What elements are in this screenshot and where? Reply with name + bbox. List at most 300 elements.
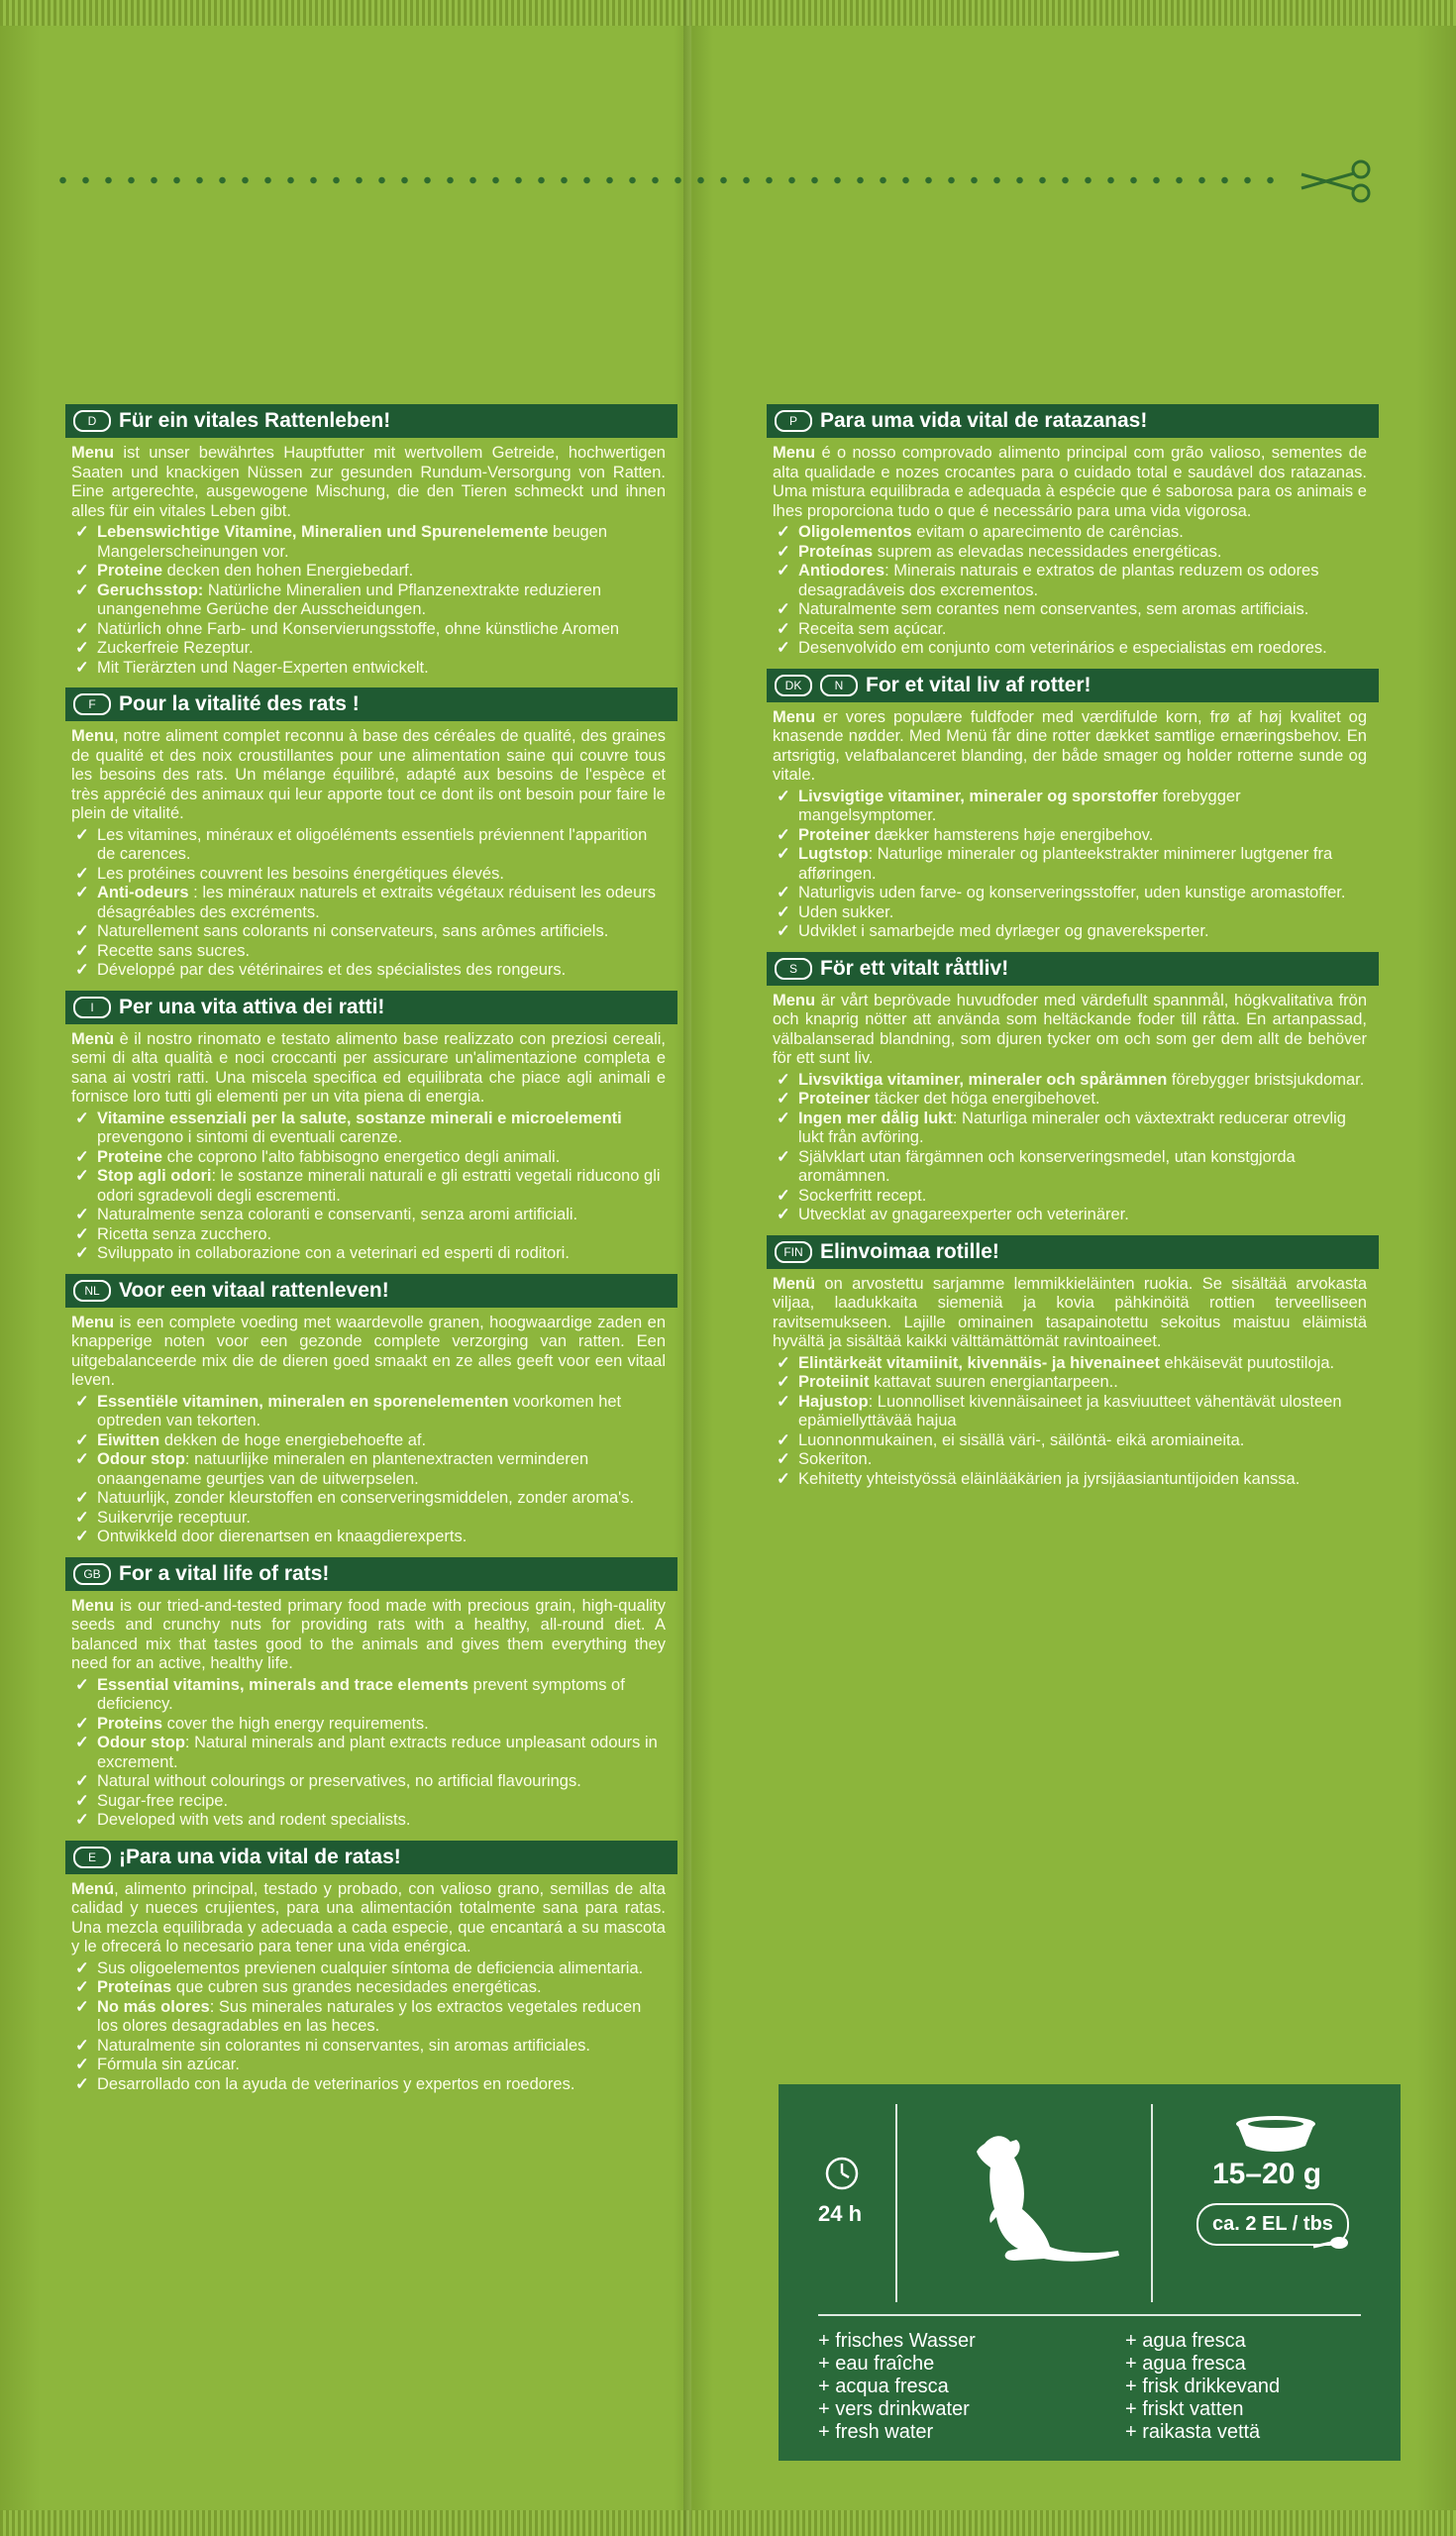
intro-text: är vårt beprövade huvudfoder med värdefullt spannmål, högkvalitativa frön och knaprig nötter att använda som heltäckande foder till råtta. En artanpassad, välbalanserad blandning, som djuren tycker om och som ger dem allt de behöver för ett sunt liv. xyxy=(773,991,1367,1067)
benefit-item xyxy=(71,1110,666,1148)
spoon-icon xyxy=(1313,2233,1349,2253)
check-icon: ✓ xyxy=(777,1206,790,1223)
section-header xyxy=(65,1841,677,1874)
benefit-item xyxy=(71,826,666,865)
check-icon: ✓ xyxy=(75,658,89,677)
benefit-item xyxy=(71,1978,666,1998)
benefit-text: Ontwikkeld door dierenartsen en knaagdierexperts. xyxy=(97,1528,468,1545)
benefit-highlight: Ingen mer dålig lukt xyxy=(798,1109,953,1127)
check-icon: ✓ xyxy=(777,1147,790,1166)
check-icon: ✓ xyxy=(75,2056,89,2073)
section-title: Elinvoimaa rotille! xyxy=(820,1239,999,1263)
benefit-item xyxy=(71,562,666,581)
water-item: + frisches Wasser xyxy=(818,2330,976,2352)
check-icon: ✓ xyxy=(777,1469,790,1488)
brand-name: Menu xyxy=(773,444,816,462)
check-icon: ✓ xyxy=(777,1392,790,1411)
brand-name: Menu xyxy=(71,1313,115,1331)
section-header xyxy=(767,952,1379,986)
benefit-item xyxy=(773,1354,1367,1374)
benefit-item xyxy=(71,2075,666,2095)
section-intro xyxy=(71,1314,666,1391)
benefit-highlight: Hajustop xyxy=(798,1392,869,1411)
benefit-item xyxy=(773,845,1367,884)
check-icon: ✓ xyxy=(75,1528,89,1545)
benefit-text: förebygger bristsjukdomar. xyxy=(1167,1070,1365,1089)
benefit-text: Les vitamines, minéraux et oligoéléments essentiels préviennent l'apparition de carences. xyxy=(97,825,648,863)
check-icon: ✓ xyxy=(75,1206,89,1223)
language-section xyxy=(71,991,666,1264)
benefit-text: Desarrollado con la ayuda de veterinarios y expertos en roedores. xyxy=(97,2074,575,2093)
water-item: + acqua fresca xyxy=(818,2376,949,2397)
check-icon: ✓ xyxy=(75,1224,89,1243)
brand-name: Menu xyxy=(71,727,115,745)
section-intro xyxy=(71,1880,666,1957)
check-icon: ✓ xyxy=(75,1958,89,1977)
section-intro xyxy=(773,444,1367,521)
benefit-item xyxy=(71,942,666,962)
benefit-text: Developed with vets and rodent specialists. xyxy=(97,1811,411,1829)
benefit-highlight: Antiodores xyxy=(798,562,885,580)
check-icon: ✓ xyxy=(777,639,790,657)
benefit-item xyxy=(71,2056,666,2075)
benefit-highlight: Oligolementos xyxy=(798,523,912,541)
brand-name: Menu xyxy=(71,444,115,462)
check-icon: ✓ xyxy=(75,1811,89,1829)
section-header xyxy=(65,991,677,1024)
benefit-highlight: Livsvigtige vitaminer, mineraler og sporstoffer xyxy=(798,787,1159,805)
section-title: Pour la vitalité des rats ! xyxy=(119,692,360,715)
benefit-text: che coprono l'alto fabbisogno energetico degli animali. xyxy=(162,1147,561,1166)
check-icon: ✓ xyxy=(777,1090,790,1108)
benefit-text: Naturligvis uden farve- og konserveringsstoffer, uden kunstige aromastoffer. xyxy=(798,884,1346,901)
check-icon: ✓ xyxy=(777,902,790,921)
benefit-text: Zuckerfreie Rezeptur. xyxy=(97,639,254,657)
benefit-item xyxy=(773,1110,1367,1148)
brand-name: Menu xyxy=(773,991,816,1009)
intro-text: is een complete voeding met waardevolle granen, hoogwaardige zaden en knapperige noten voor een gezonde complete verzorging van ratten. Een uitgebalanceerde mix die de dieren goed smaakt en ze alles geeft voor een vitaal leven. xyxy=(71,1313,666,1389)
benefit-text: : Sus minerales naturales y los extractos vegetales reducen los olores desagradables en las heces. xyxy=(97,1997,642,2035)
country-code-badge: NL xyxy=(73,1280,111,1302)
section-intro xyxy=(773,708,1367,786)
benefit-item xyxy=(71,1811,666,1831)
check-icon: ✓ xyxy=(75,1450,89,1468)
benefit-text: Natürlich ohne Farb- und Konservierungsstoffe, ohne künstliche Aromen xyxy=(97,619,620,638)
benefit-item xyxy=(71,1528,666,1547)
benefit-highlight: Proteine xyxy=(97,1147,163,1166)
check-icon: ✓ xyxy=(75,1508,89,1527)
check-icon: ✓ xyxy=(777,922,790,940)
check-icon: ✓ xyxy=(75,1147,89,1166)
benefit-item xyxy=(71,639,666,659)
language-section xyxy=(773,404,1367,659)
benefit-text: beugen Mangelerscheinungen vor. xyxy=(97,523,608,561)
benefit-item xyxy=(773,1187,1367,1207)
benefit-text: decken den hohen Energiebedarf. xyxy=(162,562,414,580)
benefit-highlight: Proteiinit xyxy=(798,1373,870,1391)
benefit-item xyxy=(773,1206,1367,1225)
benefit-highlight: Geruchsstop: xyxy=(97,581,204,599)
benefit-text: Natürliche Mineralien und Pflanzenextrakte reduzieren unangenehme Gerüche der Ausscheidungen. xyxy=(97,581,602,618)
check-icon: ✓ xyxy=(75,619,89,638)
brand-name: Menu xyxy=(71,1596,115,1615)
benefit-text: Naturellement sans colorants ni conservateurs, sans arômes artificiels. xyxy=(97,922,609,940)
benefit-text: Naturalmente sin colorantes ni conservantes, sin aromas artificiales. xyxy=(97,2036,590,2055)
check-icon: ✓ xyxy=(75,1997,89,2016)
benefit-text: dækker hamsterens høje energibehov. xyxy=(870,825,1154,844)
benefit-highlight: Proteins xyxy=(97,1714,163,1733)
country-code-badge: P xyxy=(775,410,812,432)
check-icon: ✓ xyxy=(75,1392,89,1411)
check-icon: ✓ xyxy=(75,1489,89,1507)
benefit-text: Ricetta senza zucchero. xyxy=(97,1224,272,1243)
check-icon: ✓ xyxy=(75,941,89,960)
benefit-list xyxy=(773,1354,1367,1490)
brand-name: Menü xyxy=(773,1274,816,1293)
check-icon: ✓ xyxy=(75,2074,89,2093)
benefit-text: Sus oligoelementos previenen cualquier síntoma de deficiencia alimentaria. xyxy=(97,1958,644,1977)
dose-amount: 15–20 g xyxy=(1212,2158,1322,2190)
benefit-text: Natuurlijk, zonder kleurstoffen en conserveringsmiddelen, zonder aroma's. xyxy=(97,1489,635,1507)
water-item: + vers drinkwater xyxy=(818,2398,970,2420)
check-icon: ✓ xyxy=(75,1675,89,1694)
check-icon: ✓ xyxy=(75,1714,89,1733)
benefit-highlight: Odour stop xyxy=(97,1450,185,1468)
benefit-item xyxy=(71,659,666,679)
section-header xyxy=(767,669,1379,702)
section-header xyxy=(65,687,677,721)
benefit-text: Udviklet i samarbejde med dyrlæger og gnavereksperter. xyxy=(798,922,1209,940)
brand-name: Menú xyxy=(71,1879,115,1898)
check-icon: ✓ xyxy=(75,562,89,580)
bowl-icon xyxy=(1234,2114,1317,2154)
water-list-left xyxy=(818,2330,976,2444)
language-section xyxy=(71,1841,666,2095)
benefit-item xyxy=(773,523,1367,543)
benefit-list xyxy=(71,1959,666,2095)
language-section xyxy=(71,687,666,981)
language-section xyxy=(71,1557,666,1831)
check-icon: ✓ xyxy=(777,523,790,541)
benefit-list xyxy=(71,826,666,981)
dose-spoons: ca. 2 EL / tbs xyxy=(1196,2203,1349,2246)
benefit-highlight: Proteínas xyxy=(798,542,874,561)
country-code-badge: S xyxy=(775,958,812,980)
check-icon: ✓ xyxy=(777,1430,790,1449)
section-header xyxy=(65,1274,677,1308)
benefit-text: Kehitetty yhteistyössä eläinlääkärien ja jyrsijäasiantuntijoiden kanssa. xyxy=(798,1469,1300,1488)
check-icon: ✓ xyxy=(777,825,790,844)
benefit-item xyxy=(71,1676,666,1715)
check-icon: ✓ xyxy=(777,562,790,580)
benefit-text: que cubren sus grandes necesidades energéticas. xyxy=(171,1978,542,1996)
benefit-text: Utvecklat av gnagareexperter och veterinärer. xyxy=(798,1206,1129,1223)
check-icon: ✓ xyxy=(75,1109,89,1127)
check-icon: ✓ xyxy=(777,1373,790,1391)
bottom-seal xyxy=(0,2510,1456,2536)
language-section xyxy=(71,404,666,678)
check-icon: ✓ xyxy=(777,542,790,561)
benefit-item xyxy=(71,1509,666,1529)
water-item: + fresh water xyxy=(818,2421,934,2443)
country-code-badge: FIN xyxy=(775,1241,812,1263)
section-title: Para uma vida vital de ratazanas! xyxy=(820,409,1148,432)
benefit-highlight: Lebenswichtige Vitamine, Mineralien und Spurenelemente xyxy=(97,523,549,541)
language-section xyxy=(71,1274,666,1547)
benefit-item xyxy=(773,1450,1367,1470)
benefit-highlight: Stop agli odori xyxy=(97,1167,212,1185)
section-header xyxy=(65,404,677,438)
water-list-right xyxy=(1125,2330,1280,2444)
brand-name: Menù xyxy=(71,1029,115,1048)
check-icon: ✓ xyxy=(75,864,89,883)
check-icon: ✓ xyxy=(75,825,89,844)
country-code-badge: N xyxy=(820,675,858,696)
benefit-item xyxy=(773,1373,1367,1393)
check-icon: ✓ xyxy=(75,1791,89,1810)
benefit-highlight: Odour stop xyxy=(97,1734,185,1751)
benefit-list xyxy=(71,1393,666,1547)
section-title: For a vital life of rats! xyxy=(119,1561,330,1585)
benefit-item xyxy=(71,1998,666,2037)
benefit-list xyxy=(71,523,666,678)
language-section xyxy=(773,952,1367,1225)
benefit-highlight: Anti-odeurs xyxy=(97,884,189,901)
benefit-text: Recette sans sucres. xyxy=(97,941,251,960)
benefit-item xyxy=(71,922,666,942)
section-intro xyxy=(71,1030,666,1108)
benefit-text: prevengono i sintomi di eventuali carenze. xyxy=(97,1128,403,1146)
benefit-text: evitam o aparecimento de carências. xyxy=(911,523,1184,541)
benefit-list xyxy=(773,1071,1367,1225)
check-icon: ✓ xyxy=(75,581,89,599)
check-icon: ✓ xyxy=(777,1450,790,1468)
check-icon: ✓ xyxy=(777,787,790,805)
benefit-text: Naturalmente senza coloranti e conservanti, senza aromi artificiali. xyxy=(97,1206,578,1223)
benefit-text: Fórmula sin azúcar. xyxy=(97,2056,240,2073)
benefit-text: dekken de hoge energiebehoefte af. xyxy=(159,1430,427,1449)
water-item: + frisk drikkevand xyxy=(1125,2376,1281,2397)
benefit-highlight: No más olores xyxy=(97,1997,210,2016)
section-title: För ett vitalt råttliv! xyxy=(820,956,1009,980)
water-item: + agua fresca xyxy=(1125,2353,1246,2375)
section-intro xyxy=(71,444,666,521)
benefit-text: Mit Tierärzten und Nager-Experten entwickelt. xyxy=(97,658,429,677)
benefit-highlight: Livsviktiga vitaminer, mineraler och spårämnen xyxy=(798,1070,1168,1089)
benefit-highlight: Elintärkeät vitamiinit, kivennäis- ja hivenaineet xyxy=(798,1353,1160,1372)
benefit-item xyxy=(71,1959,666,1979)
benefit-text: cover the high energy requirements. xyxy=(162,1714,429,1733)
benefit-highlight: Proteiner xyxy=(798,1090,871,1108)
benefit-text: Suikervrije receptuur. xyxy=(97,1508,251,1527)
country-code-badge: D xyxy=(73,410,111,432)
benefit-text: Naturalmente sem corantes nem conservantes, sem aromas artificiais. xyxy=(798,600,1309,618)
scissors-icon xyxy=(1288,158,1377,204)
benefit-text: Uden sukker. xyxy=(798,902,894,921)
benefit-highlight: Proteínas xyxy=(97,1978,172,1996)
benefit-text: : Naturlige mineraler og planteekstrakter minimerer lugtgener fra afføringen. xyxy=(798,845,1333,883)
check-icon: ✓ xyxy=(777,619,790,638)
benefit-text: suprem as elevadas necessidades energéticas. xyxy=(873,542,1222,561)
section-intro xyxy=(773,1275,1367,1352)
check-icon: ✓ xyxy=(75,2036,89,2055)
section-title: For et vital liv af rotter! xyxy=(866,673,1092,696)
section-intro xyxy=(71,1597,666,1674)
benefit-list xyxy=(773,523,1367,659)
divider xyxy=(895,2104,897,2302)
benefit-text: Sockerfritt recept. xyxy=(798,1186,927,1205)
benefit-text: Självklart utan färgämnen och konserveringsmedel, utan konstgjorda aromämnen. xyxy=(798,1147,1296,1185)
intro-text: ist unser bewährtes Hauptfutter mit wertvollem Getreide, hochwertigen Saaten und knackigen Nüssen zur gesunden Rundum-Versorgung von Ratten. Eine artgerechte, ausgewogene Mischung, die den Tieren schmeckt und ihnen alles für ein vitales Leben gibt. xyxy=(71,444,666,520)
benefit-item xyxy=(773,620,1367,640)
benefit-item xyxy=(71,1225,666,1245)
check-icon: ✓ xyxy=(75,1167,89,1185)
benefit-item xyxy=(71,1431,666,1451)
intro-text: é o nosso comprovado alimento principal com grão valioso, sementes de alta qualidade e nozes crocantes para o cuidado total e saudável dos ratazanas. Uma mistura equilibrada e adequada à espécie que é saborosa para os animais e lhes proporciona tudo o que é necessário para uma vida vigorosa. xyxy=(773,444,1367,520)
check-icon: ✓ xyxy=(777,1070,790,1089)
benefit-item xyxy=(773,1470,1367,1490)
feeding-instructions xyxy=(779,2084,1401,2461)
intro-text: is our tried-and-tested primary food made with precious grain, high-quality seeds and crunchy nuts for providing rats with a healthy, all-round diet. A balanced mix that tastes good to the animals and gives them everything they need for an active, healthy life. xyxy=(71,1596,666,1672)
benefit-item xyxy=(71,1489,666,1509)
benefit-text: prevent symptoms of deficiency. xyxy=(97,1675,625,1713)
clock-icon xyxy=(824,2156,860,2191)
benefit-item xyxy=(71,1450,666,1489)
benefit-item xyxy=(71,620,666,640)
section-header xyxy=(767,404,1379,438)
cut-line xyxy=(52,176,1288,184)
benefit-text: : Minerais naturais e extratos de plantas reduzem os odores desagradáveis dos excrementos. xyxy=(798,562,1319,599)
benefit-item xyxy=(773,1071,1367,1091)
country-code-badge: E xyxy=(73,1847,111,1868)
check-icon: ✓ xyxy=(777,600,790,618)
benefit-item xyxy=(773,826,1367,846)
benefit-text: Développé par des vétérinaires et des spécialistes des rongeurs. xyxy=(97,961,567,979)
benefit-item xyxy=(71,1244,666,1264)
intro-text: er vores populære fuldfoder med værdifulde korn, frø af høj kvalitet og knasende nødder. Med Menü får dine rotter dækket samtlige ernæringsbehov. En artsrigtig, velafbalanceret blanding, der både smager og holder rotterne sunde og vitale. xyxy=(773,707,1367,784)
center-seam xyxy=(683,0,691,2536)
intro-text: è il nostro rinomato e testato alimento base realizzato con preziosi cereali, semi di alta qualità e noci croccanti per assicurare un'alimentazione completa e sana ai vostri ratti. Una miscela specifica ed equilibrata che piace agli animali e fornisce loro tutti gli elementi per un vita piena di energia. xyxy=(71,1029,666,1106)
benefit-highlight: Proteiner xyxy=(798,825,871,844)
water-item: + agua fresca xyxy=(1125,2330,1246,2352)
country-code-badge: GB xyxy=(73,1563,111,1585)
section-header xyxy=(767,1235,1379,1269)
benefit-item xyxy=(71,1772,666,1792)
benefit-item xyxy=(773,1148,1367,1187)
section-title: Per una vita attiva dei ratti! xyxy=(119,995,385,1018)
benefit-text: : Naturliga mineraler och växtextrakt reducerar otrevlig lukt från avföring. xyxy=(798,1109,1346,1146)
benefit-highlight: Proteine xyxy=(97,562,163,580)
water-item: + eau fraîche xyxy=(818,2353,935,2375)
benefit-text: Receita sem açúcar. xyxy=(798,619,947,638)
rat-icon xyxy=(955,2124,1123,2272)
benefit-item xyxy=(773,788,1367,826)
check-icon: ✓ xyxy=(75,1734,89,1751)
check-icon: ✓ xyxy=(75,884,89,901)
benefit-text: ehkäisevät puutostiloja. xyxy=(1159,1353,1335,1372)
benefit-text: Sugar-free recipe. xyxy=(97,1791,229,1810)
benefit-item xyxy=(773,1090,1367,1110)
country-code-badge: I xyxy=(73,997,111,1018)
divider xyxy=(1151,2104,1153,2302)
benefit-text: forebygger mangelsymptomer. xyxy=(798,787,1241,824)
check-icon: ✓ xyxy=(75,1772,89,1790)
benefit-highlight: Eiwitten xyxy=(97,1430,160,1449)
benefit-text: : natuurlijke mineralen en plantenextracten verminderen onaangename geurtjes van de uitwerpselen. xyxy=(97,1450,589,1488)
left-column xyxy=(71,404,666,2104)
benefit-text: Sokeriton. xyxy=(798,1450,873,1468)
water-item: + raikasta vettä xyxy=(1125,2421,1261,2443)
section-title: Für ein vitales Rattenleben! xyxy=(119,409,391,432)
benefit-list xyxy=(773,788,1367,942)
benefit-item xyxy=(71,1167,666,1206)
benefit-text: täcker det höga energibehovet. xyxy=(870,1090,1100,1108)
check-icon: ✓ xyxy=(75,961,89,979)
benefit-item xyxy=(71,523,666,562)
benefit-item xyxy=(773,639,1367,659)
benefit-list xyxy=(71,1110,666,1264)
benefit-item xyxy=(71,1734,666,1772)
check-icon: ✓ xyxy=(75,523,89,541)
section-title: ¡Para una vida vital de ratas! xyxy=(119,1845,401,1868)
benefit-text: : le sostanze minerali naturali e gli estratti vegetali riducono gli odori sgradevoli degli escrementi. xyxy=(97,1167,661,1205)
benefit-item xyxy=(71,1206,666,1225)
benefit-item xyxy=(773,884,1367,903)
benefit-list xyxy=(71,1676,666,1831)
section-title: Voor een vitaal rattenleven! xyxy=(119,1278,389,1302)
intro-text: on arvostettu sarjamme lemmikkieläinten ruokia. Se sisältää arvokasta viljaa, laadukkaita siemeniä ja kovia pähkinöitä rottien terveelliseen ravitsemukseen. Lajille ominainen tasapainotettu sekoitus maistuu eläimistä hyvältä ja sisältää kaikki välttämättömät ravintoaineet. xyxy=(773,1274,1367,1350)
benefit-item xyxy=(71,1792,666,1812)
check-icon: ✓ xyxy=(777,884,790,901)
benefit-text: Natural without colourings or preservatives, no artificial flavourings. xyxy=(97,1772,581,1790)
benefit-item xyxy=(71,1148,666,1168)
right-column xyxy=(773,404,1367,1499)
benefit-item xyxy=(773,562,1367,600)
water-item: + friskt vatten xyxy=(1125,2398,1244,2420)
benefit-item xyxy=(773,903,1367,923)
benefit-highlight: Lugtstop xyxy=(798,845,869,863)
check-icon: ✓ xyxy=(75,1244,89,1262)
check-icon: ✓ xyxy=(75,922,89,940)
country-code-badge: DK xyxy=(775,675,812,696)
brand-name: Menu xyxy=(773,707,816,726)
benefit-text: voorkomen het optreden van tekorten. xyxy=(97,1392,622,1429)
check-icon: ✓ xyxy=(75,639,89,657)
benefit-item xyxy=(773,922,1367,942)
benefit-item xyxy=(71,1393,666,1431)
benefit-item xyxy=(71,1715,666,1735)
intro-text: , alimento principal, testado y probado, con valioso grano, semillas de alta calidad y nueces crujientes, para una alimentación totalmente sana para ratas. Una mezcla equilibrada y adecuada a cada especie, que encantará a su mascota y le ofrecerá lo necesario para tener una vida enérgica. xyxy=(71,1879,666,1955)
benefit-highlight: Essentiële vitaminen, mineralen en sporenelementen xyxy=(97,1392,509,1411)
section-header xyxy=(65,1557,677,1591)
benefit-text: Sviluppato in collaborazione con a veterinari ed esperti di roditori. xyxy=(97,1244,570,1262)
country-code-badge: F xyxy=(73,693,111,715)
benefit-text: : Luonnolliset kivennäisaineet ja kasviuutteet vähentävät ulosteen epämiellyttävää hajua xyxy=(798,1392,1342,1429)
benefit-text: Desenvolvido em conjunto com veterinários e especialistas em roedores. xyxy=(798,639,1327,657)
benefit-text: Les protéines couvrent les besoins énergétiques élevés. xyxy=(97,864,504,883)
benefit-text: : les minéraux naturels et extraits végétaux réduisent les odeurs désagréables des excréments. xyxy=(97,884,657,921)
benefit-item xyxy=(71,581,666,620)
benefit-item xyxy=(773,543,1367,563)
benefit-text: Luonnonmukainen, ei sisällä väri-, säilöntä- eikä aromiaineita. xyxy=(798,1430,1245,1449)
section-intro xyxy=(773,992,1367,1069)
check-icon: ✓ xyxy=(75,1430,89,1449)
benefit-item xyxy=(71,884,666,922)
check-icon: ✓ xyxy=(777,1186,790,1205)
benefit-item xyxy=(71,865,666,885)
benefit-item xyxy=(71,2037,666,2057)
divider xyxy=(818,2314,1361,2316)
